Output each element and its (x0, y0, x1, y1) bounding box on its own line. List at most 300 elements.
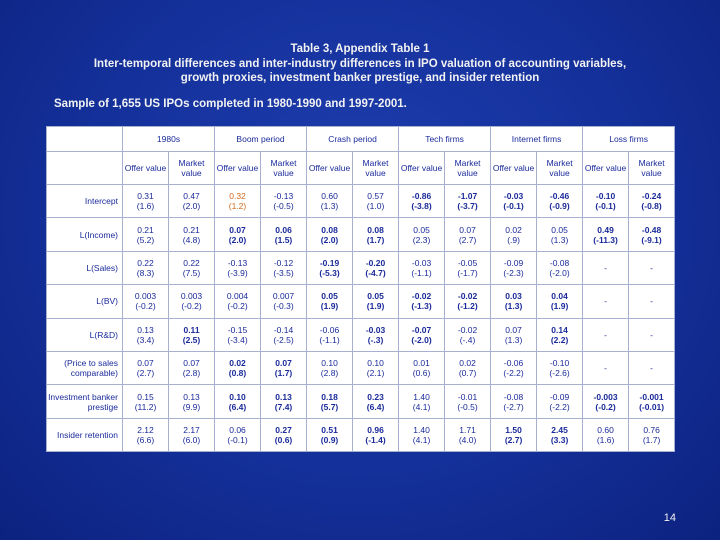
table-cell (307, 351, 353, 384)
t-statistic: (-1.7) (457, 267, 478, 278)
table-cell (399, 185, 445, 218)
sub-header-market: Market value (261, 152, 307, 185)
coefficient-value: -0.06 (503, 358, 524, 369)
row-label: L(BV) (47, 285, 123, 318)
coefficient-value: -0.12 (273, 257, 294, 268)
coefficient-value: -0.10 (595, 191, 616, 202)
coefficient-value: -0.001 (639, 391, 664, 402)
coefficient-value: 0.07 (229, 224, 246, 235)
coefficient-value: 0.21 (183, 224, 200, 235)
t-statistic: (2.0) (228, 234, 247, 245)
table-cell (537, 218, 583, 251)
table-cell (261, 218, 307, 251)
table-cell (123, 318, 169, 351)
t-statistic: (-.3) (367, 334, 384, 345)
table-cell (537, 351, 583, 384)
t-statistic: (1.3) (550, 234, 569, 245)
t-statistic: (-3.4) (227, 334, 248, 345)
table-cell (261, 185, 307, 218)
coefficient-value: 0.10 (367, 358, 384, 369)
table-cell (169, 185, 215, 218)
t-statistic: (4.1) (412, 401, 431, 412)
t-statistic: (-2.3) (503, 267, 524, 278)
coefficient-value: 0.05 (367, 291, 384, 302)
coefficient-value: 0.08 (321, 224, 338, 235)
table-cell (123, 185, 169, 218)
row-label: L(Income) (47, 218, 123, 251)
coefficient-value: -0.20 (365, 257, 386, 268)
t-statistic: (-1.3) (411, 301, 432, 312)
sub-header-market: Market value (169, 152, 215, 185)
coefficient-value: 0.07 (183, 358, 200, 369)
coefficient-value: 0.06 (275, 224, 292, 235)
coefficient-value: 0.31 (137, 191, 154, 202)
coefficient-value: 0.96 (367, 424, 384, 435)
table-cell (215, 351, 261, 384)
coefficient-value: -0.10 (549, 358, 570, 369)
coefficient-value: 0.11 (183, 324, 200, 335)
t-statistic: (1.5) (274, 234, 293, 245)
sub-header-offer: Offer value (215, 152, 261, 185)
row-label: Intercept (47, 185, 123, 218)
table-cell (491, 285, 537, 318)
t-statistic: (4.8) (182, 234, 201, 245)
t-statistic: (0.9) (320, 434, 339, 445)
coefficient-value: 0.13 (183, 391, 200, 402)
table-row (47, 251, 675, 284)
t-statistic: (1.7) (642, 434, 661, 445)
coefficient-value: 0.05 (551, 224, 568, 235)
t-statistic: (1.6) (596, 434, 615, 445)
table-cell (215, 218, 261, 251)
t-statistic: (1.9) (366, 301, 385, 312)
coefficient-value: 0.51 (321, 424, 338, 435)
coefficient-value: 0.03 (505, 291, 522, 302)
t-statistic: (-0.2) (181, 301, 202, 312)
coefficient-value: 1.71 (459, 424, 476, 435)
coefficient-value: -0.05 (457, 257, 478, 268)
table-cell (583, 251, 629, 284)
table-cell (353, 418, 399, 451)
table-cell (399, 351, 445, 384)
sub-header-market: Market value (353, 152, 399, 185)
t-statistic: (1.7) (274, 368, 293, 379)
table-cell (215, 385, 261, 418)
t-statistic: (2.2) (550, 334, 569, 345)
table-cell (445, 385, 491, 418)
table-cell (353, 351, 399, 384)
row-label: L(R&D) (47, 318, 123, 351)
table-cell (307, 418, 353, 451)
coefficient-value: 1.40 (413, 424, 430, 435)
regression-table (46, 126, 675, 452)
table-cell (537, 418, 583, 451)
t-statistic: (-5.3) (319, 267, 340, 278)
t-statistic: (-1.4) (365, 434, 386, 445)
table-row (47, 351, 675, 384)
coefficient-value: 0.01 (413, 358, 430, 369)
t-statistic: (4.1) (412, 434, 431, 445)
title-line-3: growth proxies, investment banker prestige, and insider retention (180, 72, 540, 84)
coefficient-value: 0.14 (551, 324, 568, 335)
coefficient-value: 0.06 (229, 424, 246, 435)
coefficient-value: 0.60 (597, 424, 614, 435)
t-statistic: (-2.2) (549, 401, 570, 412)
t-statistic: (2.8) (182, 368, 201, 379)
t-statistic: (0.7) (458, 368, 477, 379)
t-statistic: (-2.6) (549, 368, 570, 379)
table-row (47, 418, 675, 451)
table-cell (353, 218, 399, 251)
coefficient-value: 2.45 (551, 424, 568, 435)
t-statistic: (6.0) (182, 434, 201, 445)
table-cell (307, 251, 353, 284)
coefficient-value: -0.02 (457, 291, 478, 302)
table-cell (491, 185, 537, 218)
t-statistic: (11.2) (134, 401, 157, 412)
table-cell (169, 285, 215, 318)
coefficient-value: -0.07 (411, 324, 432, 335)
coefficient-value: -0.46 (549, 191, 570, 202)
coefficient-value: - (650, 363, 653, 374)
title-line-1: Table 3, Appendix Table 1 (290, 43, 430, 55)
coefficient-value: 0.07 (459, 224, 476, 235)
t-statistic: (1.9) (320, 301, 339, 312)
table-cell (353, 185, 399, 218)
coefficient-value: - (650, 296, 653, 307)
coefficient-value: -0.15 (227, 324, 248, 335)
coefficient-value: 0.32 (229, 191, 246, 202)
t-statistic: (-0.1) (595, 201, 616, 212)
coefficient-value: 0.10 (321, 358, 338, 369)
t-statistic: (-11.3) (593, 234, 618, 245)
t-statistic: (0.6) (274, 434, 293, 445)
coefficient-value: 0.10 (229, 391, 246, 402)
group-header-1980s: 1980s (123, 127, 215, 152)
table-cell (445, 418, 491, 451)
coefficient-value: 0.18 (321, 391, 338, 402)
t-statistic: (-0.3) (273, 301, 294, 312)
t-statistic: (1.3) (320, 201, 339, 212)
table-cell (261, 351, 307, 384)
table-cell (353, 385, 399, 418)
t-statistic: (-0.01) (639, 401, 665, 412)
t-statistic: (-9.1) (641, 234, 662, 245)
coefficient-value: 0.05 (321, 291, 338, 302)
coefficient-value: 0.57 (367, 191, 384, 202)
group-header-tech: Tech firms (399, 127, 491, 152)
sub-header-market: Market value (629, 152, 675, 185)
row-label: L(Sales) (47, 251, 123, 284)
coefficient-value: 0.49 (597, 224, 614, 235)
t-statistic: (-0.1) (503, 201, 524, 212)
t-statistic: (0.6) (412, 368, 431, 379)
table-cell (353, 318, 399, 351)
table-cell (445, 351, 491, 384)
page-number: 14 (663, 512, 676, 524)
table-cell (537, 185, 583, 218)
t-statistic: (1.6) (136, 201, 155, 212)
coefficient-value: 0.07 (275, 358, 292, 369)
t-statistic: (2.7) (458, 234, 477, 245)
coefficient-value: -0.01 (457, 391, 478, 402)
corner-cell-sub (47, 152, 123, 185)
t-statistic: (5.2) (136, 234, 155, 245)
coefficient-value: -0.09 (503, 257, 524, 268)
t-statistic: (1.0) (366, 201, 385, 212)
table-cell (629, 318, 675, 351)
coefficient-value: -0.09 (549, 391, 570, 402)
table-cell (537, 251, 583, 284)
sample-description: Sample of 1,655 US IPOs completed in 1980-1990 and 1997-2001. (54, 98, 407, 110)
table-cell (583, 218, 629, 251)
table-cell (169, 318, 215, 351)
title-line-2: Inter-temporal differences and inter-industry differences in IPO valuation of accounting variables, (93, 57, 627, 70)
coefficient-value: - (604, 296, 607, 307)
table-cell (491, 385, 537, 418)
coefficient-value: 1.50 (505, 424, 522, 435)
table-cell (123, 251, 169, 284)
t-statistic: (2.0) (182, 201, 201, 212)
table-cell (215, 251, 261, 284)
t-statistic: (1.3) (504, 334, 523, 345)
coefficient-value: 0.05 (413, 224, 430, 235)
table-cell (169, 351, 215, 384)
sub-header-offer: Offer value (399, 152, 445, 185)
table-cell (445, 185, 491, 218)
coefficient-value: 0.47 (183, 191, 200, 202)
coefficient-value: 1.40 (413, 391, 430, 402)
coefficient-value: 2.17 (183, 424, 200, 435)
t-statistic: (-0.8) (641, 201, 662, 212)
t-statistic: (-2.7) (503, 401, 524, 412)
t-statistic: (-1.1) (319, 334, 340, 345)
t-statistic: (2.5) (182, 334, 201, 345)
t-statistic: (-0.5) (457, 401, 478, 412)
table-cell (629, 385, 675, 418)
t-statistic: (7.5) (182, 267, 201, 278)
table-cell (123, 418, 169, 451)
t-statistic: (-0.5) (273, 201, 294, 212)
table-cell (169, 251, 215, 284)
coefficient-value: - (604, 363, 607, 374)
table-cell (399, 418, 445, 451)
table-cell (169, 218, 215, 251)
t-statistic: (.9) (507, 234, 520, 245)
t-statistic: (6.4) (228, 401, 247, 412)
t-statistic: (-3.9) (227, 267, 248, 278)
coefficient-value: 0.007 (272, 291, 295, 302)
coefficient-value: 0.07 (137, 358, 154, 369)
coefficient-value: - (650, 262, 653, 273)
coefficient-value: -0.48 (641, 224, 662, 235)
coefficient-value: -1.07 (457, 191, 478, 202)
t-statistic: (2.7) (504, 434, 523, 445)
sub-header-market: Market value (445, 152, 491, 185)
table-cell (215, 318, 261, 351)
t-statistic: (1.3) (504, 301, 523, 312)
coefficient-value: - (604, 262, 607, 273)
table-cell (353, 251, 399, 284)
table-cell (491, 351, 537, 384)
t-statistic: (8.3) (136, 267, 155, 278)
table-cell (537, 285, 583, 318)
coefficient-value: 0.08 (367, 224, 384, 235)
table-cell (583, 285, 629, 318)
table-cell (353, 285, 399, 318)
group-header-row (47, 127, 675, 152)
coefficient-value: -0.003 (593, 391, 618, 402)
table-cell (215, 185, 261, 218)
sub-header-offer: Offer value (491, 152, 537, 185)
coefficient-value: - (604, 329, 607, 340)
coefficient-value: -0.19 (319, 257, 340, 268)
t-statistic: (1.7) (366, 234, 385, 245)
t-statistic: (-4.7) (365, 267, 386, 278)
table-cell (123, 218, 169, 251)
table-cell (261, 285, 307, 318)
t-statistic: (-.4) (459, 334, 476, 345)
coefficient-value: 0.13 (275, 391, 292, 402)
coefficient-value: -0.08 (549, 257, 570, 268)
coefficient-value: -0.13 (273, 191, 294, 202)
t-statistic: (-0.9) (549, 201, 570, 212)
corner-cell (47, 127, 123, 152)
t-statistic: (4.0) (458, 434, 477, 445)
table-cell (629, 351, 675, 384)
coefficient-value: 0.004 (226, 291, 249, 302)
table-row (47, 385, 675, 418)
group-header-internet: Internet firms (491, 127, 583, 152)
table-cell (583, 418, 629, 451)
table-cell (583, 318, 629, 351)
table-cell (445, 285, 491, 318)
table-cell (399, 218, 445, 251)
row-label: Investment banker prestige (47, 385, 123, 418)
group-header-crash: Crash period (307, 127, 399, 152)
t-statistic: (1.2) (228, 201, 247, 212)
sub-header-row (47, 152, 675, 185)
coefficient-value: 0.04 (551, 291, 568, 302)
table-cell (123, 385, 169, 418)
coefficient-value: 0.21 (137, 224, 154, 235)
coefficient-value: 0.23 (367, 391, 384, 402)
t-statistic: (-2.2) (503, 368, 524, 379)
t-statistic: (1.9) (550, 301, 569, 312)
t-statistic: (2.1) (366, 368, 385, 379)
coefficient-value: 0.13 (137, 324, 154, 335)
table-cell (123, 285, 169, 318)
table-cell (261, 318, 307, 351)
table-row (47, 285, 675, 318)
sub-header-offer: Offer value (307, 152, 353, 185)
coefficient-value: -0.03 (365, 324, 386, 335)
t-statistic: (3.4) (136, 334, 155, 345)
t-statistic: (2.7) (136, 368, 155, 379)
table-cell (307, 318, 353, 351)
table-cell (491, 318, 537, 351)
coefficient-value: -0.03 (411, 257, 432, 268)
table-cell (399, 285, 445, 318)
table-cell (537, 385, 583, 418)
table-cell (537, 318, 583, 351)
table-row (47, 185, 675, 218)
table-cell (307, 285, 353, 318)
table-cell (261, 385, 307, 418)
table-cell (629, 185, 675, 218)
coefficient-value: 0.22 (137, 257, 154, 268)
table-cell (583, 351, 629, 384)
table-cell (215, 418, 261, 451)
sub-header-offer: Offer value (123, 152, 169, 185)
coefficient-value: -0.13 (227, 257, 248, 268)
t-statistic: (-0.1) (227, 434, 248, 445)
table-cell (629, 418, 675, 451)
table-cell (399, 318, 445, 351)
slide-title (0, 42, 720, 86)
table-cell (491, 218, 537, 251)
table-cell (307, 185, 353, 218)
t-statistic: (-0.2) (227, 301, 248, 312)
t-statistic: (-1.2) (457, 301, 478, 312)
table-cell (215, 285, 261, 318)
sub-header-offer: Offer value (583, 152, 629, 185)
t-statistic: (-2.5) (273, 334, 294, 345)
t-statistic: (-0.2) (595, 401, 616, 412)
coefficient-value: 0.60 (321, 191, 338, 202)
coefficient-value: -0.14 (273, 324, 294, 335)
sub-header-market: Market value (537, 152, 583, 185)
table-cell (629, 218, 675, 251)
coefficient-value: 2.12 (137, 424, 154, 435)
t-statistic: (3.3) (550, 434, 569, 445)
t-statistic: (9.9) (182, 401, 201, 412)
table-cell (123, 351, 169, 384)
coefficient-value: 0.27 (275, 424, 292, 435)
table-cell (169, 418, 215, 451)
coefficient-value: 0.003 (180, 291, 203, 302)
coefficient-value: -0.08 (503, 391, 524, 402)
table-cell (445, 251, 491, 284)
table-body (47, 185, 675, 452)
t-statistic: (6.4) (366, 401, 385, 412)
t-statistic: (-3.8) (411, 201, 432, 212)
table-cell (399, 385, 445, 418)
coefficient-value: - (650, 329, 653, 340)
t-statistic: (0.8) (228, 368, 247, 379)
t-statistic: (-3.5) (273, 267, 294, 278)
coefficient-value: 0.003 (134, 291, 157, 302)
table-cell (169, 385, 215, 418)
coefficient-value: -0.06 (319, 324, 340, 335)
table-cell (629, 251, 675, 284)
table-cell (491, 418, 537, 451)
table-cell (583, 385, 629, 418)
coefficient-value: 0.02 (505, 224, 522, 235)
table-cell (629, 285, 675, 318)
coefficient-value: 0.76 (643, 424, 660, 435)
t-statistic: (2.3) (412, 234, 431, 245)
coefficient-value: 0.07 (505, 324, 522, 335)
table-cell (307, 218, 353, 251)
table-cell (399, 251, 445, 284)
table-cell (261, 418, 307, 451)
row-label: Insider retention (47, 418, 123, 451)
t-statistic: (-2.0) (411, 334, 432, 345)
coefficient-value: -0.02 (457, 324, 478, 335)
group-header-boom: Boom period (215, 127, 307, 152)
t-statistic: (-3.7) (457, 201, 478, 212)
